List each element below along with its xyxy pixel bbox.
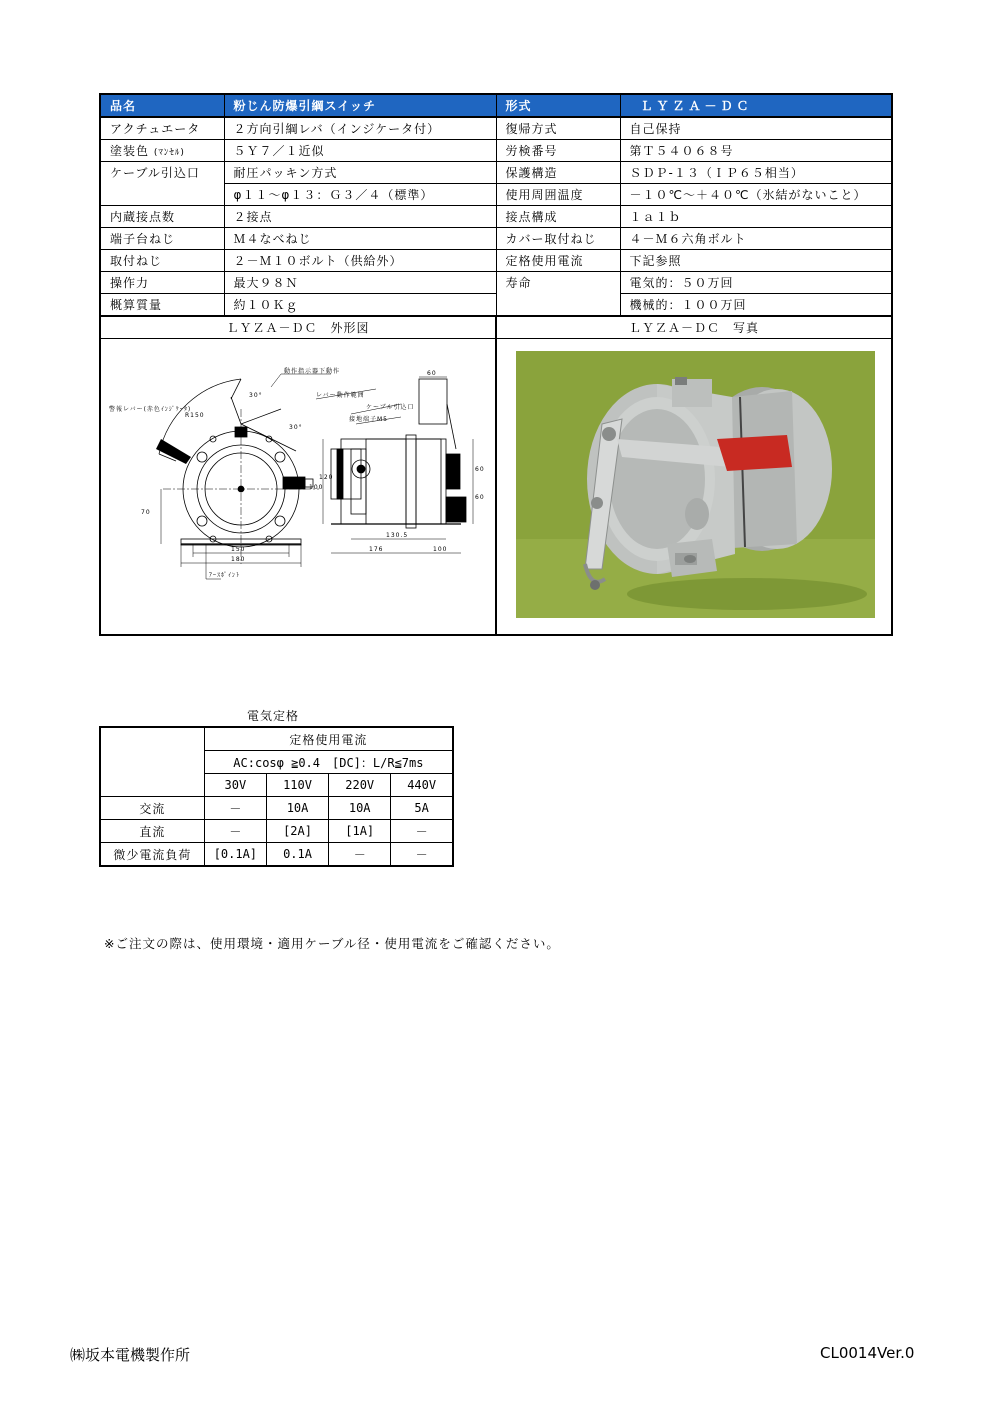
spec-value: 下記参照	[620, 250, 892, 272]
side-flange	[331, 449, 361, 499]
spec-value: 最大９８Ｎ	[224, 272, 496, 294]
spec-value: ５Ｙ７／１近似	[224, 140, 496, 162]
dim-label: 130.5	[386, 532, 409, 539]
rating-cell: [0.1A]	[204, 843, 266, 867]
rating-cell: 0.1A	[266, 843, 328, 867]
lever-arm-side	[446, 454, 460, 489]
model-value: ＬＹＺＡ－ＤＣ	[620, 94, 892, 117]
spec-value: ２接点	[224, 206, 496, 228]
spec-value: Ｍ４なべねじ	[224, 228, 496, 250]
photo-caption: ＬＹＺＡ－ＤＣ 写真	[496, 316, 892, 339]
model-label: 形式	[496, 94, 620, 117]
angle-label: R150	[185, 412, 205, 419]
dim-label: 60	[475, 466, 485, 473]
dim-label: 100	[309, 484, 324, 491]
dim-label: 60	[427, 370, 437, 377]
dim-label: 176	[369, 546, 384, 553]
spec-value: 機械的：１００万回	[620, 294, 892, 317]
cable-gland	[283, 477, 305, 489]
spec-key: 概算質量	[100, 294, 224, 317]
angle-label: 30°	[289, 424, 303, 431]
company-name: ㈱坂本電機製作所	[70, 1346, 191, 1364]
rating-condition: AC:cosφ ≧0.4 [DC]：L/R≦7ms	[204, 751, 453, 774]
spec-key: 使用周囲温度	[496, 184, 620, 206]
spec-key: 内蔵接点数	[100, 206, 224, 228]
drawing-label: ｱｰｽﾎﾟｲﾝﾄ	[209, 572, 241, 579]
spec-value: ２－Ｍ１０ボルト（供給外）	[224, 250, 496, 272]
product-name-label: 品名	[100, 94, 224, 117]
outline-drawing	[101, 339, 495, 631]
spec-value: 約１０Ｋｇ	[224, 294, 496, 317]
drawing-label: レバー動作範囲	[316, 392, 365, 399]
rating-row	[100, 797, 453, 820]
dim-label: 70	[141, 509, 151, 516]
product-name-value: 粉じん防爆引綱スイッチ	[224, 94, 496, 117]
rating-cell: －	[391, 820, 453, 843]
voltage-440v: 440V	[391, 774, 453, 797]
spec-value: 自己保持	[620, 117, 892, 140]
spec-row	[100, 117, 892, 140]
rating-row-label: 微少電流負荷	[100, 843, 204, 867]
dim-label: 100	[433, 546, 448, 553]
spec-key: 接点構成	[496, 206, 620, 228]
spec-key: ケーブル引込口	[100, 162, 224, 184]
voltage-110v: 110V	[266, 774, 328, 797]
drawing-label: 警報レバー(赤色ｲﾝｼﾞｹｰﾀ)	[109, 406, 192, 413]
dim-label: 180	[231, 556, 246, 563]
rating-head: 定格使用電流	[204, 727, 453, 751]
spec-key: 取付ねじ	[100, 250, 224, 272]
spec-row	[100, 140, 892, 162]
spec-value: １ａ１ｂ	[620, 206, 892, 228]
rating-corner	[100, 727, 204, 797]
spec-key: 端子台ねじ	[100, 228, 224, 250]
spec-row	[100, 294, 892, 317]
rating-cell: [1A]	[329, 820, 391, 843]
spec-value: ２方向引綱レバ（インジケータ付）	[224, 117, 496, 140]
spec-value: 電気的：５０万回	[620, 272, 892, 294]
angle-label: 30°	[249, 392, 263, 399]
red-indicator	[717, 435, 792, 471]
drawing-label: ケーブル引込口	[366, 404, 415, 411]
caption-row	[100, 316, 892, 339]
spec-key: 保護構造	[496, 162, 620, 184]
spec-value: 耐圧パッキン方式	[224, 162, 496, 184]
spec-key: 定格使用電流	[496, 250, 620, 272]
spec-row	[100, 184, 892, 206]
drawing-label: 動作指示器下動作	[284, 368, 341, 375]
spec-key: アクチュエータ	[100, 117, 224, 140]
spec-key-note: (ﾏﾝｾﾙ)	[153, 148, 185, 158]
rating-row-label: 直流	[100, 820, 204, 843]
voltage-220v: 220V	[329, 774, 391, 797]
spec-value: ４－Ｍ６六角ボルト	[620, 228, 892, 250]
rating-cell: －	[391, 843, 453, 867]
rating-cell: －	[204, 797, 266, 820]
spec-key: 操作力	[100, 272, 224, 294]
dim-label: 60	[475, 494, 485, 501]
spec-key	[100, 184, 224, 206]
rating-cell: －	[204, 820, 266, 843]
product-photo	[497, 339, 891, 631]
spec-row	[100, 228, 892, 250]
spec-value: －１０℃～＋４０℃（氷結がないこと）	[620, 184, 892, 206]
spec-key: 塗装色 (ﾏﾝｾﾙ)	[100, 140, 224, 162]
rating-cell: －	[329, 843, 391, 867]
rating-row	[100, 820, 453, 843]
spec-row	[100, 272, 892, 294]
spec-key: 寿命	[496, 272, 620, 294]
spec-value: φ１１～φ１３：Ｇ３／４（標準）	[224, 184, 496, 206]
spec-header-row	[100, 94, 892, 117]
spec-row	[100, 162, 892, 184]
spec-key: 復帰方式	[496, 117, 620, 140]
spec-key	[496, 294, 620, 317]
spec-row	[100, 250, 892, 272]
order-note: ※ご注文の際は、使用環境・適用ケーブル径・使用電流をご確認ください。	[104, 936, 560, 951]
outline-drawing-cell	[100, 339, 496, 636]
voltage-30v: 30V	[204, 774, 266, 797]
spec-key: カバー取付ねじ	[496, 228, 620, 250]
rating-title: 電気定格	[247, 709, 300, 723]
drawing-caption: ＬＹＺＡ－ＤＣ 外形図	[100, 316, 496, 339]
spec-key: 労検番号	[496, 140, 620, 162]
rating-cell: 10A	[329, 797, 391, 820]
rating-table	[99, 726, 454, 867]
dim-label: 150	[231, 546, 246, 553]
photo-cell	[496, 339, 892, 636]
rating-cell: 5A	[391, 797, 453, 820]
rating-cell: [2A]	[266, 820, 328, 843]
spec-value: ＳＤＰ-１３（ＩＰ６５相当）	[620, 162, 892, 184]
document-id: CL0014Ver.0	[820, 1344, 915, 1362]
dim-label: 120	[319, 474, 334, 481]
rating-row-label: 交流	[100, 797, 204, 820]
spec-value: 第Ｔ５４０６８号	[620, 140, 892, 162]
rating-row	[100, 843, 453, 867]
rating-cell: 10A	[266, 797, 328, 820]
indicator-box	[419, 379, 447, 424]
spec-table	[99, 93, 893, 636]
figures-row	[100, 339, 892, 636]
spec-row	[100, 206, 892, 228]
drawing-label: 接地端子M5	[349, 416, 388, 423]
